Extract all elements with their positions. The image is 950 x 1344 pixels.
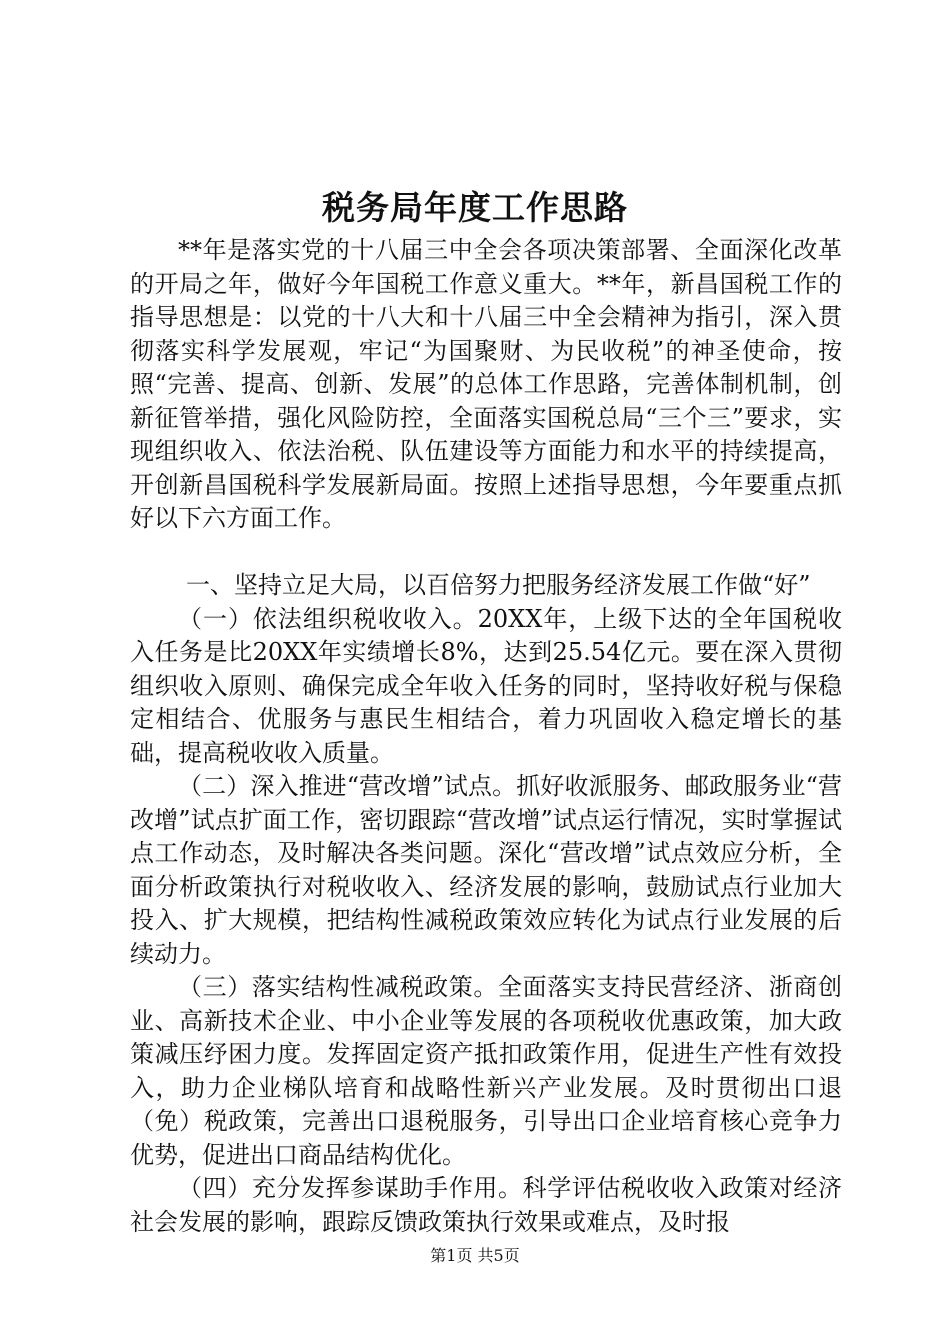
intro-paragraph: **年是落实党的十八届三中全会各项决策部署、全面深化改革的开局之年，做好今年国税工作意义重大。**年，新昌国税工作的指导思想是：以党的十八大和十八届三中全会精神为指引，深入贯彻落实科学发展观，牢记“为国聚财、为民收税”的神圣使命，按照“完善、提高、创新、发展”的总体工作思路，完善体制机制，创新征管举措，强化风险防控，全面落实国税总局“三个三”要求，实现组织收入、依法治税、队伍建设等方面能力和水平的持续提高，开创新昌国税科学发展新局面。按照上述指导思想，今年要重点抓好以下六方面工作。 <box>130 236 842 532</box>
section-heading: 一、坚持立足大局，以百倍努力把服务经济发展工作做“好” <box>186 571 811 599</box>
item-paragraph-1: （一）依法组织税收收入。20XX年，上级下达的全年国税收入任务是比20XX年实绩增长8%，达到25.54亿元。要在深入贯彻组织收入原则、确保完成全年收入任务的同时，坚持收好税与保稳定相结合、优服务与惠民生相结合，着力巩固收入稳定增长的基础，提高税收收入质量。 <box>130 604 842 767</box>
document-body <box>130 234 842 1239</box>
page-footer: 第1页 共5页 <box>430 1246 520 1265</box>
document-title: 税务局年度工作思路 <box>322 188 628 227</box>
item-paragraph-4: （四）充分发挥参谋助手作用。科学评估税收收入政策对经济社会发展的影响，跟踪反馈政策执行效果或难点，及时报 <box>130 1174 842 1236</box>
paragraph-gap <box>130 536 842 570</box>
item-paragraph-3: （三）落实结构性减税政策。全面落实支持民营经济、浙商创业、高新技术企业、中小企业等发展的各项税收优惠政策，加大政策减压纾困力度。发挥固定资产抵扣政策作用，促进生产性有效投入，助力企业梯队培育和战略性新兴产业发展。及时贯彻出口退（免）税政策，完善出口退税服务，引导出口企业培育核心竞争力优势，促进出口商品结构优化。 <box>130 973 842 1169</box>
item-paragraph-2: （二）深入推进“营改增”试点。抓好收派服务、邮政服务业“营改增”试点扩面工作，密切跟踪“营改增”试点运行情况，实时掌握试点工作动态，及时解决各类问题。深化“营改增”试点效应分析，全面分析政策执行对税收收入、经济发展的影响，鼓励试点行业加大投入、扩大规模，把结构性减税政策效应转化为试点行业发展的后续动力。 <box>130 772 842 968</box>
